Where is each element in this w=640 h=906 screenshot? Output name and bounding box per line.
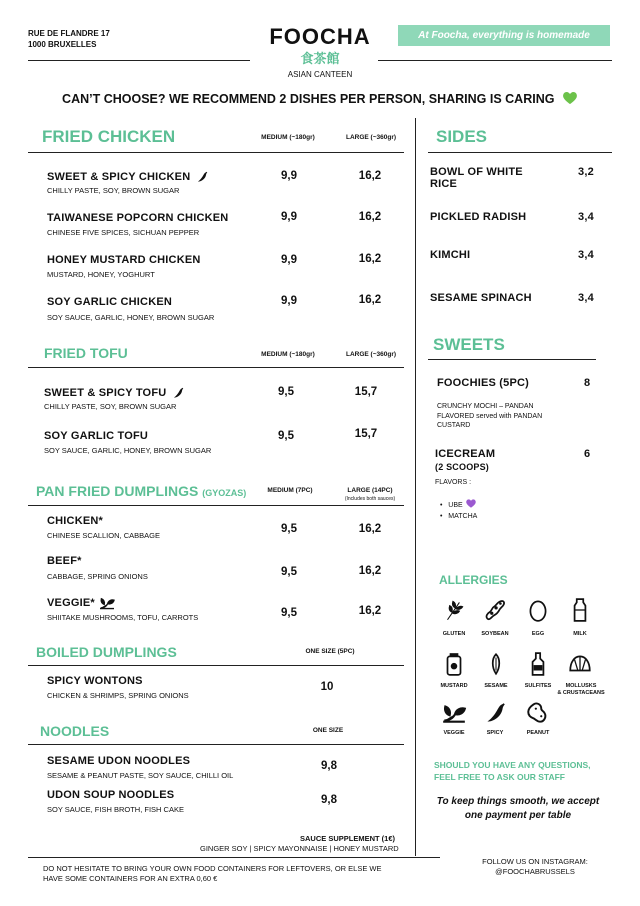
divider — [28, 857, 440, 858]
sauce-supplement-title: SAUCE SUPPLEMENT (1€) — [300, 834, 396, 843]
menu-item-name: SOY GARLIC CHICKEN — [47, 296, 173, 308]
sweet-item-price: 8 — [584, 377, 591, 389]
divider — [428, 152, 612, 153]
payment-note: To keep things smooth, we accept one payment per table — [436, 796, 600, 821]
flavors-label: FLAVORS : — [435, 479, 472, 486]
menu-item-desc: MUSTARD, HONEY, YOGHURT — [47, 270, 155, 279]
side-item-name: BOWL OF WHITE RICE — [430, 166, 523, 190]
section-title-noodles: NOODLES — [40, 723, 110, 739]
divider — [28, 744, 404, 745]
section-title-fried-tofu: FRIED TOFU — [44, 345, 128, 361]
allergen-label-mustard: MUSTARD — [440, 683, 468, 689]
egg-icon — [525, 597, 551, 623]
section-title-suffix: (GYOZAS) — [202, 488, 247, 498]
price-large: 16,2 — [358, 253, 382, 265]
sulfites-icon — [525, 651, 551, 677]
divider — [28, 152, 404, 153]
price-medium: 9,5 — [278, 430, 294, 442]
chili-icon — [170, 386, 186, 400]
section-title-boiled: BOILED DUMPLINGS — [36, 644, 177, 660]
sweet-item-desc: CRUNCHY MOCHI – PANDAN FLAVORED served with PANDAN CUSTARD — [437, 403, 543, 429]
menu-item-name: HONEY MUSTARD CHICKEN — [47, 254, 201, 266]
price-large: 15,7 — [354, 386, 378, 398]
menu-item-desc: SHIITAKE MUSHROOMS, TOFU, CARROTS — [47, 613, 199, 622]
col-large: LARGE (14PC) — [347, 487, 393, 494]
spicy-icon — [482, 700, 508, 726]
price: 10 — [320, 681, 334, 693]
price-large: 16,2 — [358, 565, 382, 577]
section-title-sides: SIDES — [436, 127, 488, 146]
logo-subtitle: ASIAN CANTEEN — [287, 70, 353, 79]
price-medium: 9,5 — [281, 607, 297, 619]
address-line-2: 1000 BRUXELLES — [28, 40, 97, 49]
col-one-size: ONE SIZE (5PC) — [305, 648, 355, 655]
price-large: 16,2 — [358, 605, 382, 617]
side-item-price: 3,4 — [578, 292, 594, 304]
veggie-icon — [98, 596, 116, 610]
menu-item-desc: SESAME & PEANUT PASTE, SOY SAUCE, CHILLI OIL — [47, 771, 234, 780]
green-heart-icon — [562, 90, 578, 106]
menu-item-desc: SOY SAUCE, GARLIC, HONEY, BROWN SUGAR — [44, 446, 212, 455]
menu-item-name: SESAME UDON NOODLES — [47, 755, 191, 767]
section-title-dumplings: PAN FRIED DUMPLINGS (GYOZAS) — [36, 483, 247, 499]
price-large: 16,2 — [358, 170, 382, 182]
menu-item-desc: CHILLY PASTE, SOY, BROWN SUGAR — [47, 186, 180, 195]
price-large: 16,2 — [358, 294, 382, 306]
milk-icon — [567, 597, 593, 623]
divider — [378, 60, 612, 61]
sweet-item-name: ICECREAM (2 SCOOPS) — [435, 448, 496, 472]
instagram-handle[interactable]: @FOOCHABRUSSELS — [495, 867, 575, 876]
sesame-icon — [483, 651, 509, 677]
col-large-note: (Includes both sauces) — [344, 496, 396, 502]
allergen-label-mollusks: MOLLUSKS — [565, 683, 597, 689]
address-line-1: RUE DE FLANDRE 17 — [28, 29, 110, 38]
price-medium: 9,5 — [278, 386, 294, 398]
price-large: 15,7 — [354, 428, 378, 440]
price-medium: 9,9 — [281, 170, 297, 182]
flavors-list: • UBE • MATCHA — [440, 498, 477, 522]
mollusks-crustaceans-icon — [567, 651, 593, 677]
menu-item-desc: CHINESE FIVE SPICES, SICHUAN PEPPER — [47, 228, 200, 237]
allergen-label-peanut: PEANUT — [526, 730, 550, 736]
purple-heart-icon — [465, 498, 477, 509]
divider — [428, 359, 596, 360]
veggie-icon — [441, 700, 467, 726]
price: 9,8 — [321, 794, 337, 806]
menu-item-name: UDON SOUP NOODLES — [47, 789, 175, 801]
side-item-price: 3,2 — [578, 166, 594, 178]
side-item-name: PICKLED RADISH — [430, 211, 527, 223]
menu-item-name: BEEF* — [47, 555, 82, 567]
col-medium: MEDIUM (7PC) — [267, 487, 313, 494]
divider — [28, 505, 404, 506]
menu-item-name: SOY GARLIC TOFU — [44, 430, 149, 442]
peanut-icon — [525, 700, 551, 726]
recommendation-banner — [0, 90, 640, 106]
price-large: 16,2 — [358, 523, 382, 535]
banner-text: CAN’T CHOOSE? WE RECOMMEND 2 DISHES PER PERSON, SHARING IS CARING — [62, 92, 555, 106]
divider — [28, 367, 404, 368]
menu-item-name: CHICKEN* — [47, 515, 103, 527]
column-divider — [415, 118, 416, 856]
menu-item-desc: CHICKEN & SHRIMPS, SPRING ONIONS — [47, 691, 189, 700]
menu-item-desc: CHINESE SCALLION, CABBAGE — [47, 531, 160, 540]
price-medium: 9,9 — [281, 295, 297, 307]
mustard-icon — [441, 651, 467, 677]
soybean-icon — [482, 597, 508, 623]
side-item-name: SESAME SPINACH — [430, 292, 532, 304]
containers-note: DO NOT HESITATE TO BRING YOUR OWN FOOD CONTAINERS FOR LEFTOVERS, OR ELSE WE HAVE SOME CONTAINERS FOR AN EXTRA 0,60 € — [43, 864, 382, 883]
section-title-fried-chicken: FRIED CHICKEN — [42, 127, 176, 146]
menu-item-desc: CHILLY PASTE, SOY, BROWN SUGAR — [44, 402, 177, 411]
chili-icon — [194, 170, 210, 184]
allergen-label-soybean: SOYBEAN — [481, 631, 509, 637]
logo-name: FOOCHA — [269, 24, 371, 49]
price-medium: 9,5 — [281, 523, 297, 535]
questions-note: SHOULD YOU HAVE ANY QUESTIONS, FEEL FREE TO ASK OUR STAFF — [434, 760, 591, 782]
divider — [28, 665, 404, 666]
sauce-supplement-list: GINGER SOY | SPICY MAYONNAISE | HONEY MUSTARD — [200, 844, 399, 853]
gluten-icon — [441, 597, 467, 623]
allergen-label-milk: MILK — [573, 631, 587, 637]
menu-item-name: SWEET & SPICY CHICKEN — [47, 170, 210, 184]
sweet-item-price: 6 — [584, 448, 591, 460]
price-medium: 9,9 — [281, 254, 297, 266]
price: 9,8 — [321, 760, 337, 772]
menu-item-name: TAIWANESE POPCORN CHICKEN — [47, 212, 229, 224]
allergen-label-crustaceans: & CRUSTACEANS — [557, 690, 605, 696]
price-medium: 9,5 — [281, 566, 297, 578]
col-one-size: ONE SIZE — [312, 727, 344, 734]
menu-item-desc: CABBAGE, SPRING ONIONS — [47, 572, 148, 581]
price-large: 16,2 — [358, 211, 382, 223]
col-medium: MEDIUM (~180gr) — [261, 351, 315, 358]
col-medium: MEDIUM (~180gr) — [261, 134, 315, 141]
side-item-price: 3,4 — [578, 211, 594, 223]
col-large: LARGE (~360gr) — [345, 134, 397, 141]
allergen-label-gluten: GLUTEN — [442, 631, 466, 637]
menu-item-name: SWEET & SPICY TOFU — [44, 386, 186, 400]
menu-item-desc: SOY SAUCE, GARLIC, HONEY, BROWN SUGAR — [47, 313, 215, 322]
sweet-item-name: FOOCHIES (5PC) — [437, 377, 530, 389]
section-title-sweets: SWEETS — [433, 335, 505, 354]
price-medium: 9,9 — [281, 211, 297, 223]
allergen-label-veggie: VEGGIE — [443, 730, 465, 736]
menu-item-name: VEGGIE* — [47, 596, 116, 610]
side-item-price: 3,4 — [578, 249, 594, 261]
allergen-label-egg: EGG — [531, 631, 545, 637]
side-item-name: KIMCHI — [430, 249, 471, 261]
instagram-note: FOLLOW US ON INSTAGRAM: @FOOCHABRUSSELS — [460, 857, 610, 877]
allergen-label-spicy: SPICY — [486, 730, 504, 736]
allergen-label-sulfites: SULFITES — [524, 683, 552, 689]
section-title-allergies: ALLERGIES — [439, 573, 508, 587]
logo-chinese: 食茶館 — [300, 51, 340, 66]
col-large: LARGE (~360gr) — [345, 351, 397, 358]
allergen-label-sesame: SESAME — [484, 683, 508, 689]
menu-item-desc: SOY SAUCE, FISH BROTH, FISH CAKE — [47, 805, 184, 814]
menu-item-name: SPICY WONTONS — [47, 675, 143, 687]
tagline-badge: At Foocha, everything is homemade — [398, 25, 610, 46]
